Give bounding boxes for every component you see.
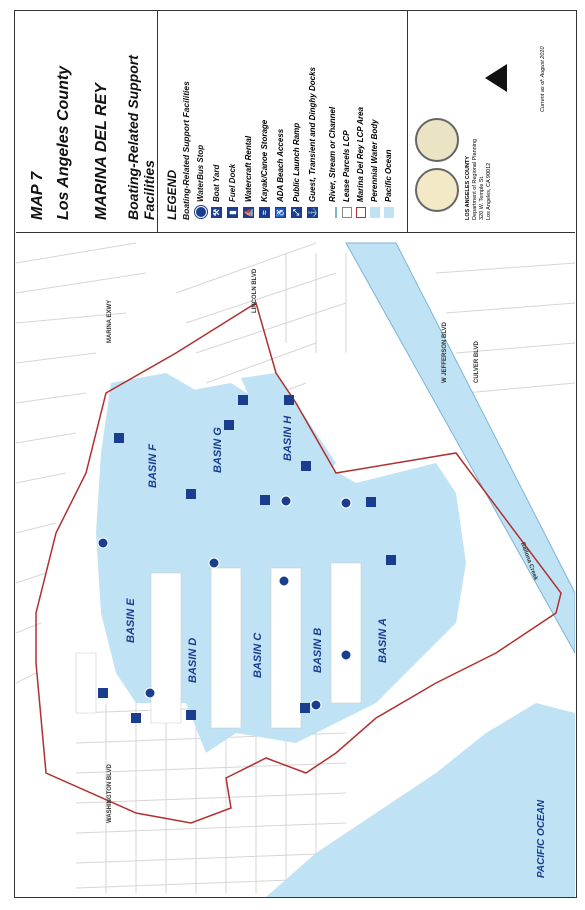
anchor-icon — [366, 497, 376, 507]
kayak-icon — [224, 420, 234, 430]
anchor-icon — [114, 433, 124, 443]
river-swatch — [331, 207, 337, 218]
basin-e-label: BASIN E — [125, 598, 137, 643]
dept-line-3: 320 W. Temple St. — [479, 175, 485, 220]
legend-label: Boat Yard — [212, 164, 221, 202]
basin-f-label: BASIN F — [147, 444, 159, 488]
legend-column — [15, 11, 576, 232]
county-seal-icon — [415, 168, 459, 212]
wheelchair-icon: ♿ — [276, 207, 285, 218]
waterbus-stop-marker — [145, 688, 155, 698]
map-number: MAP 7 — [29, 171, 46, 220]
wrench-icon — [284, 395, 294, 405]
waterbus-stop-marker — [341, 498, 351, 508]
wrench-icon: ⚒ — [212, 208, 221, 217]
basin-b-label: BASIN B — [312, 627, 324, 673]
place-title: MARINA DEL REY — [93, 83, 110, 220]
anchor-icon: ⚓ — [308, 207, 317, 218]
launch-ramp-icon: ⤢ — [291, 207, 302, 218]
waterbus-stop-marker — [98, 538, 108, 548]
waterbus-stop-marker — [209, 558, 219, 568]
waterbus-stop-marker — [341, 650, 351, 660]
legend-label: Pacific Ocean — [384, 149, 393, 202]
legend-heading: LEGEND — [165, 169, 179, 220]
legend-label: River, Stream or Channel — [328, 106, 337, 202]
fuel-pump-icon — [386, 555, 396, 565]
legend-label: Kayak/Canoe Storage — [260, 119, 269, 202]
legend-label: Lease Parcels LCP — [342, 130, 351, 202]
lincoln-blvd-label: LINCOLN BLVD — [252, 268, 258, 313]
lease-swatch — [342, 207, 352, 218]
basin-c-label: BASIN C — [252, 632, 264, 678]
wrench-icon — [301, 461, 311, 471]
legend-label: Fuel Dock — [228, 163, 237, 202]
dept-line-4: Los Angeles, CA 90012 — [486, 162, 492, 220]
anchor-icon — [186, 710, 196, 720]
basin-g-label: BASIN G — [212, 427, 224, 473]
waterbus-stop-marker — [281, 496, 291, 506]
legend-label: Perennial Water Body — [370, 119, 379, 202]
fuel-pump-icon: ▮ — [227, 207, 238, 218]
perennial-swatch — [370, 207, 380, 218]
legend-label: ADA Beach Access — [276, 128, 285, 202]
map-canvas — [16, 232, 575, 897]
north-arrow-icon — [485, 64, 507, 92]
culver-blvd-label: CULVER BLVD — [474, 341, 480, 383]
lcp-swatch — [356, 207, 366, 218]
basin-d-label: BASIN D — [187, 637, 199, 683]
launch-ramp-icon — [238, 395, 248, 405]
map-title: Boating-Related Support Facilities — [125, 55, 157, 220]
ocean-swatch — [384, 207, 394, 218]
divider — [407, 11, 408, 232]
basin-h-label: BASIN H — [282, 415, 294, 461]
anchor-icon — [186, 489, 196, 499]
legend-label: Public Launch Ramp — [292, 122, 301, 202]
pacific-ocean-label: PACIFIC OCEAN — [536, 799, 547, 878]
legend-label: WaterBus Stop — [196, 144, 205, 202]
dept-line-1: LOS ANGELES COUNTY — [465, 156, 471, 220]
kayak-icon: ≈ — [259, 207, 270, 218]
boat-icon — [131, 713, 141, 723]
planning-seal-icon — [415, 118, 459, 162]
legend-label: Guest, Transient and Dinghy Docks — [308, 67, 317, 202]
jefferson-blvd-label: W JEFFERSON BLVD — [442, 322, 448, 383]
boat-icon: ⛵ — [244, 207, 253, 218]
ballona-creek-label: Ballona Creek — [519, 541, 539, 582]
basin-a-label: BASIN A — [377, 618, 389, 663]
legend-label: Watercraft Rental — [244, 135, 253, 202]
dept-line-2: Department of Regional Planning — [472, 138, 478, 220]
waterbus-stop-marker — [279, 576, 289, 586]
legend-label: Marina Del Rey LCP Area — [356, 107, 365, 202]
anchor-icon — [260, 495, 270, 505]
washington-blvd-label: WASHINGTON BLVD — [107, 764, 113, 823]
legend-subheading: Boating-Related Support Facilities — [181, 81, 191, 220]
county-title: Los Angeles County — [55, 65, 72, 220]
waterbus-stop-marker — [311, 700, 321, 710]
anchor-icon — [300, 703, 310, 713]
current-as-of: Current as of: August 2010 — [540, 46, 546, 112]
anchor-icon — [98, 688, 108, 698]
marina-exwy-label: MARINA EXWY — [107, 299, 113, 343]
